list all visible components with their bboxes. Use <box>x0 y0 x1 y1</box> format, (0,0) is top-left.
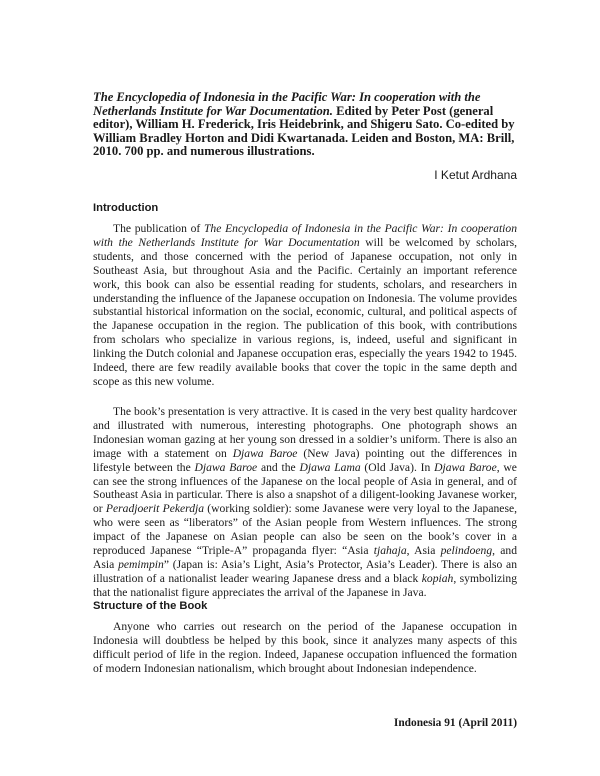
journal-footer: Indonesia 91 (April 2011) <box>393 717 517 729</box>
paragraph <box>93 222 517 389</box>
citation-details: Edited by Peter Post (general editor), William H. Frederick, Iris Heidebrink, and Shigeru Sato. Co-edited by William Bradley Horton and Didi Kwartanada. Leiden and Boston, MA: Brill, 2010. 700 pp. and numerous illustrations. <box>93 103 515 159</box>
italic-text: pelindoeng <box>440 544 493 558</box>
book-citation <box>93 91 517 159</box>
section-heading-structure: Structure of the Book <box>93 600 208 612</box>
text-run: , symbolizing that the nationalist figure appreciates the arrival of the Japanese in Java. <box>93 571 517 599</box>
italic-text: Djawa Baroe <box>232 446 298 460</box>
text-run: , we can see the strong influences of the Japanese on the local people of Asia in general, and of Southeast Asia in particular. There is also a snapshot of a diligent-looking Javanese worker, or <box>93 460 518 516</box>
book-title: The Encyclopedia of Indonesia in the Pacific War: In cooperation with the Netherlands Institute for War Documentation. <box>93 90 481 118</box>
text-run: (working soldier): some Javanese were very loyal to the Japanese, who were seen as “liberators” of the Asian people from Western influences. The strong impact of the Japanese on Asian people can also be seen on the book’s cover in a reproduced Japanese “Triple-A” propaganda flyer: “Asia <box>93 502 518 558</box>
italic-text: Djawa Baroe <box>194 460 258 474</box>
text-run: , Asia <box>406 544 441 558</box>
italic-text: The Encyclopedia of Indonesia in the Pacific War: In cooperation with the Netherlands Institute for War Documentation <box>93 222 517 249</box>
italic-text: Peradjoerit Pekerdja <box>105 502 205 516</box>
paragraph <box>93 620 517 676</box>
italic-text: kopiah <box>421 571 454 585</box>
italic-text: Djawa Baroe <box>434 460 497 474</box>
section-heading-introduction: Introduction <box>93 202 159 214</box>
paragraph <box>93 405 517 600</box>
italic-text: Djawa Lama <box>299 460 361 474</box>
text-run: (Old Java). In <box>360 460 435 474</box>
text-run: Anyone who carries out research on the period of the Japanese occupation in Indonesia will doubtless be helped by this book, since it analyzes many aspects of this difficult period of life in the region. Indeed, Japanese occupation influenced the formation of modern Indonesian nationalism, which brought about Indonesian independence. <box>93 620 517 675</box>
text-run: and the <box>257 460 300 474</box>
text-run: ” (Japan is: Asia’s Light, Asia’s Protector, Asia’s Leader). There is also an illustration of a nationalist leader wearing Japanese dress and a black <box>93 557 518 585</box>
text-run: The publication of <box>113 222 204 235</box>
text-run: The book’s presentation is very attractive. It is cased in the very best quality hardcover and illustrated with numerous, interesting photographs. One photograph shows an Indonesian woman gazing at her young son dressed in a soldier’s uniform. There is also an image with a statement on <box>93 405 517 460</box>
italic-text: pemimpin <box>118 557 164 571</box>
text-run: (New Java) pointing out the differences in lifestyle between the <box>93 446 517 474</box>
italic-text: tjahaja <box>373 544 407 558</box>
text-run: will be welcomed by scholars, students, and those concerned with the period of Japanese occupation, not only in Southeast Asia, but throughout Asia and the Pacific. Certainly an important reference work, this book can also be essential reading for students, scholars, and researchers in understanding the influence of the Japanese occupation on Indonesia. The volume provides substantial historical information on the social, economic, cultural, and political aspects of the Japanese occupation in the region. The publication of this book, with contributions from scholars who specialize in various regions, is, indeed, useful and significant in linking the Dutch colonial and Japanese occupation eras, especially the years 1942 to 1945. Indeed, there are few readily available books that cover the topic in the same depth and scope as this new volume. <box>93 235 518 388</box>
review-author: I Ketut Ardhana <box>434 168 517 182</box>
text-run: , and Asia <box>93 544 517 571</box>
